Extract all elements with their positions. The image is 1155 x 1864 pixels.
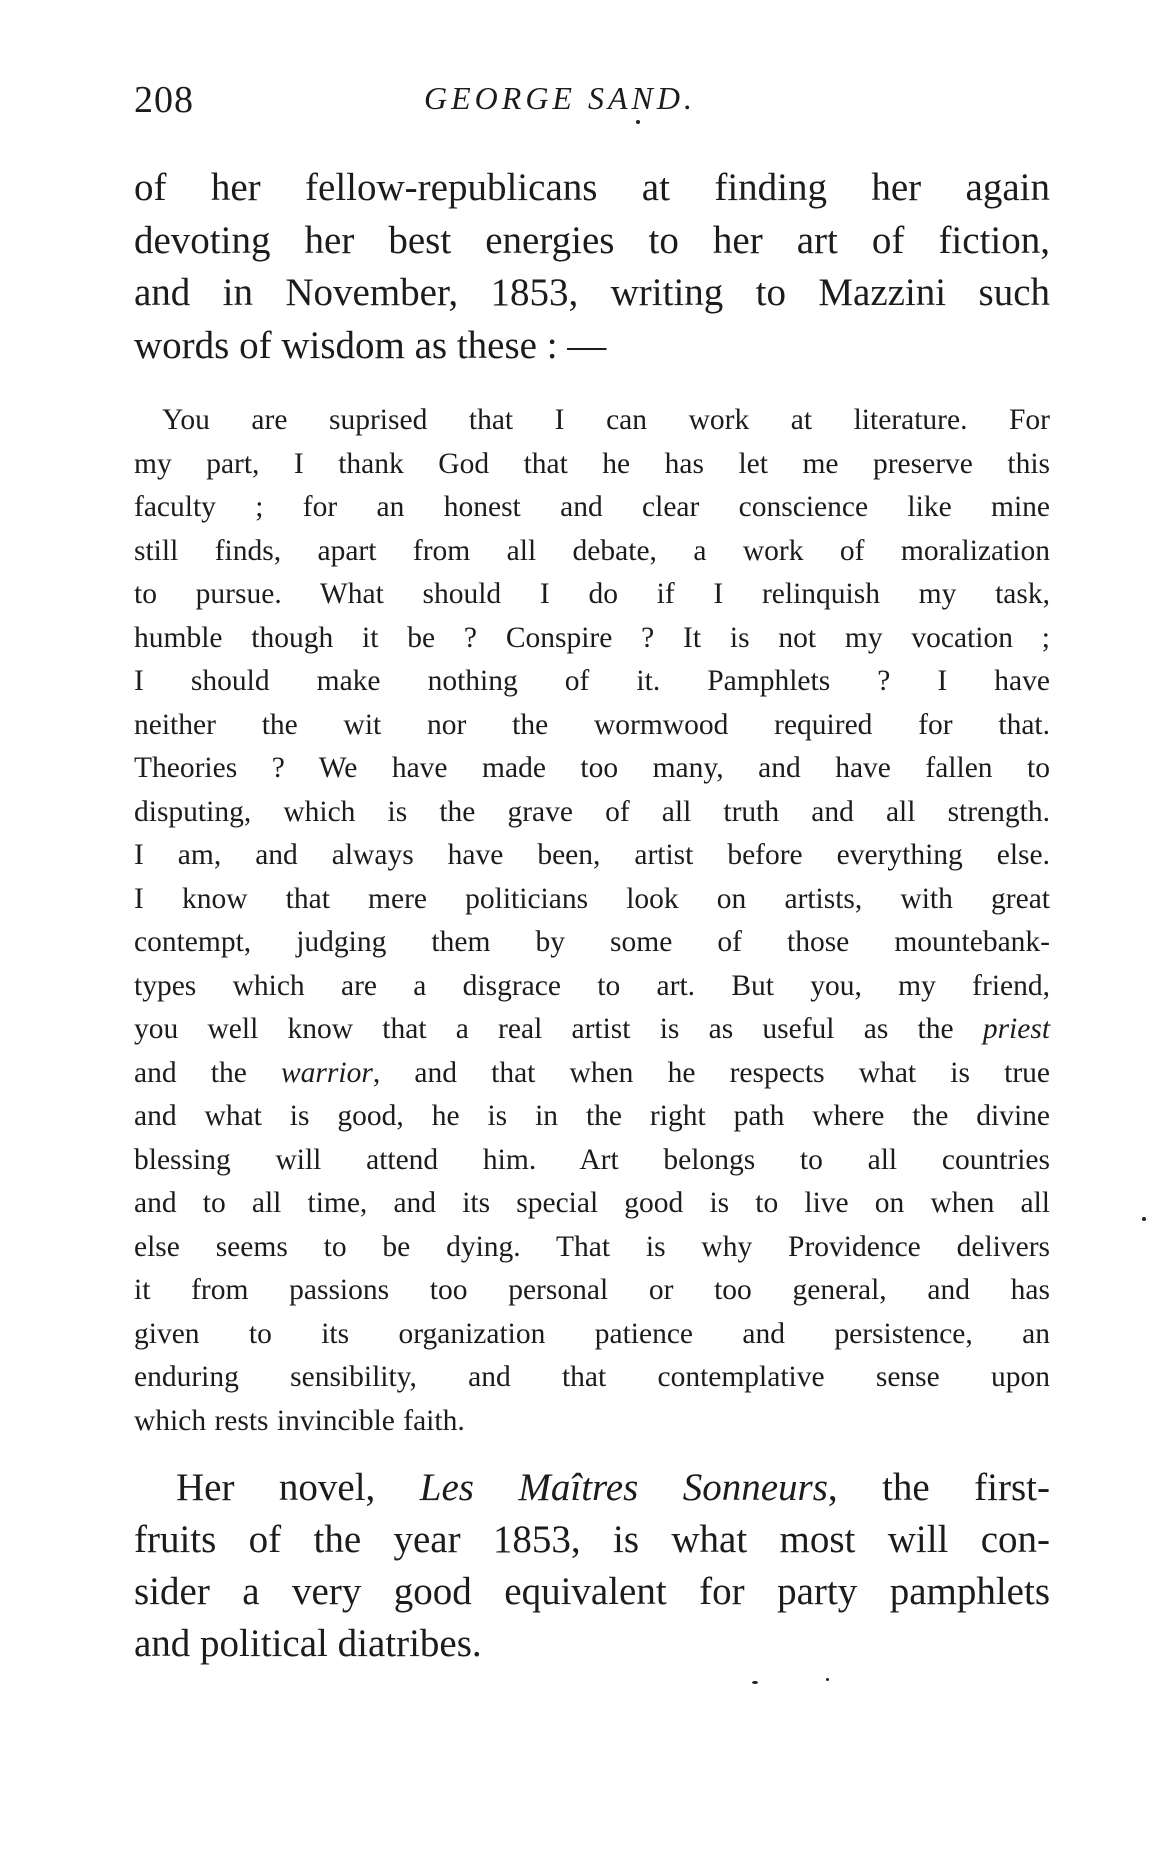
closing-text: , the first- bbox=[827, 1466, 1050, 1509]
body-line: devoting her best energies to her art of fiction, bbox=[134, 218, 1050, 262]
quote-line: neither the wit nor the wormwood required for that. bbox=[134, 708, 1050, 741]
quote-line-warrior bbox=[134, 1052, 1050, 1096]
closing-line: fruits of the year 1853, is what most will con- bbox=[134, 1518, 1050, 1561]
emphasis-priest: priest bbox=[982, 1013, 1051, 1045]
quote-text: , and that when he respects what is true bbox=[372, 1056, 1051, 1089]
quote-line: humble though it be ? Conspire ? It is not my vocation ; bbox=[134, 621, 1050, 654]
quote-line: contempt, judging them by some of those mountebank- bbox=[134, 926, 1050, 958]
closing-line: sider a very good equivalent for party pamphlets bbox=[134, 1570, 1050, 1613]
quote-text: you well know that a real artist is as useful as the bbox=[134, 1013, 954, 1045]
closing-line: and political diatribes. bbox=[134, 1622, 482, 1665]
quote-line: and what is good, he is in the right path where the divine bbox=[134, 1100, 1050, 1132]
quote-line: I am, and always have been, artist before everything else. bbox=[134, 839, 1050, 871]
quote-line: and to all time, and its special good is to live on when all bbox=[134, 1187, 1050, 1219]
closing-line-1 bbox=[134, 1462, 1050, 1514]
quote-line: Theories ? We have made too many, and have fallen to bbox=[134, 752, 1050, 784]
emphasis-warrior: warrior bbox=[280, 1056, 373, 1089]
running-head bbox=[134, 78, 1054, 128]
quote-line: still finds, apart from all debate, a work of moralization bbox=[134, 534, 1050, 567]
print-speck bbox=[752, 1681, 758, 1684]
quote-line: You are suprised that I can work at literature. For bbox=[162, 404, 1050, 436]
body-paragraph bbox=[134, 162, 1050, 372]
quote-line: I should make nothing of it. Pamphlets ? I have bbox=[134, 665, 1050, 697]
quote-line-priest bbox=[134, 1008, 1050, 1052]
quote-line: it from passions too personal or too general, and has bbox=[134, 1274, 1050, 1306]
novel-title: Les Maîtres Sonneurs bbox=[419, 1466, 828, 1509]
quote-line: disputing, which is the grave of all truth and all strength. bbox=[134, 795, 1050, 828]
quote-line: enduring sensibility, and that contemplative sense upon bbox=[134, 1361, 1050, 1393]
quote-line: which rests invincible faith. bbox=[134, 1404, 465, 1437]
quote-line: my part, I thank God that he has let me preserve this bbox=[134, 447, 1050, 480]
quote-line: else seems to be dying. That is why Providence delivers bbox=[134, 1230, 1050, 1263]
quote-line: types which are a disgrace to art. But you, my friend, bbox=[134, 969, 1050, 1002]
running-title: GEORGE SAND. bbox=[424, 80, 696, 116]
print-speck bbox=[826, 1678, 829, 1681]
quote-line: blessing will attend him. Art belongs to all countries bbox=[134, 1143, 1050, 1176]
closing-text: Her novel, bbox=[176, 1466, 376, 1509]
block-quotation bbox=[134, 399, 1050, 1443]
page-number: 208 bbox=[134, 79, 194, 121]
quote-line: I know that mere politicians look on artists, with great bbox=[134, 882, 1050, 915]
closing-paragraph bbox=[134, 1462, 1050, 1670]
print-speck bbox=[636, 120, 640, 124]
body-line: and in November, 1853, writing to Mazzini such bbox=[134, 271, 1050, 314]
print-speck bbox=[1142, 1217, 1146, 1221]
quote-line: to pursue. What should I do if I relinquish my task, bbox=[134, 578, 1050, 610]
body-line: words of wisdom as these : — bbox=[134, 323, 607, 367]
quote-text: and the bbox=[134, 1056, 247, 1089]
body-line: of her fellow-republicans at finding her again bbox=[134, 166, 1050, 209]
quote-line: faculty ; for an honest and clear conscience like mine bbox=[134, 491, 1050, 523]
quote-line: given to its organization patience and persistence, an bbox=[134, 1317, 1050, 1350]
